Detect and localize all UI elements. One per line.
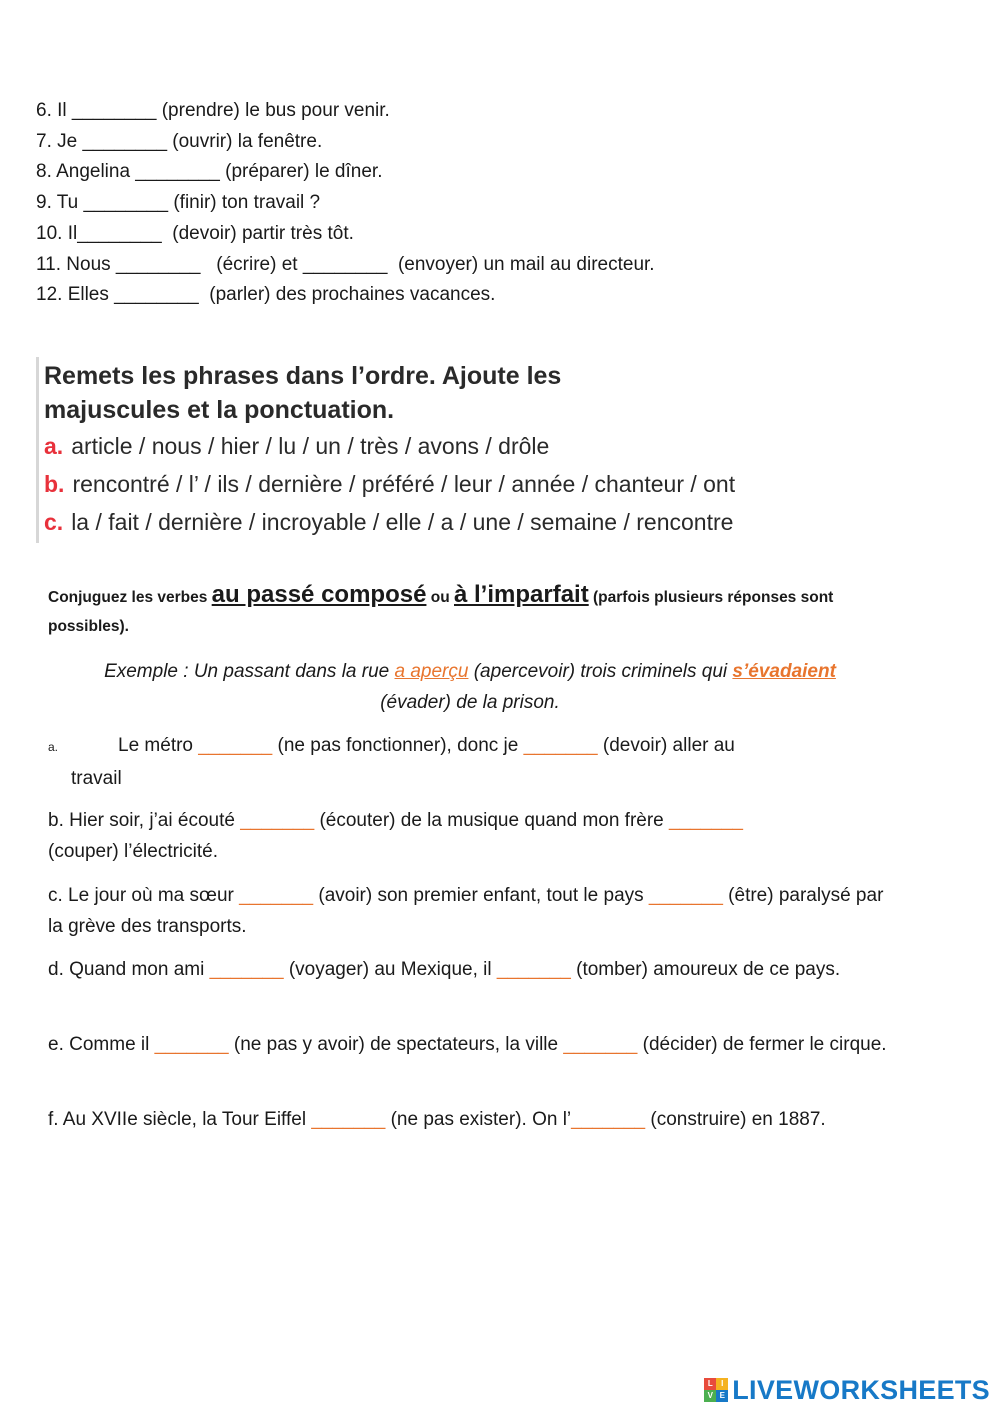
answer-blank[interactable]: _______ bbox=[198, 735, 273, 756]
question-b: b. Hier soir, j’ai écouté _______ (écouter) de la musique quand mon frère _______ (couper) l’électricité. bbox=[48, 810, 743, 862]
reorder-item-b: b. rencontré / l’ / ils / dernière / préféré / leur / année / chanteur / ont bbox=[44, 471, 736, 497]
conjugation-instructions: Conjuguez les verbes au passé composé ou à l’imparfait (parfois plusieurs réponses sont possibles). bbox=[48, 581, 834, 635]
answer-blank[interactable]: _______ bbox=[209, 959, 284, 980]
answer-blank[interactable]: _______ bbox=[154, 1034, 229, 1055]
reorder-item-a: a. article / nous / hier / lu / un / très / avons / drôle bbox=[44, 433, 550, 459]
answer-blank[interactable]: _______ bbox=[523, 735, 598, 756]
question-e: e. Comme il _______ (ne pas y avoir) de spectateurs, la ville _______ (décider) de fermer le cirque. bbox=[48, 1034, 887, 1055]
reorder-exercise bbox=[36, 355, 806, 545]
exercise-title: Remets les phrases dans l’ordre. Ajoute les majuscules et la ponctuation. bbox=[44, 362, 562, 424]
question-d: d. Quand mon ami _______ (voyager) au Mexique, il _______ (tomber) amoureux de ce pays. bbox=[48, 959, 841, 980]
answer-blank[interactable]: _______ bbox=[239, 885, 314, 906]
logo-text: LIVEWORKSHEETS bbox=[732, 1374, 990, 1405]
answer-blank[interactable]: _______ bbox=[648, 885, 723, 906]
logo-mark-icon: L I V E bbox=[704, 1378, 728, 1402]
example-sentence: Exemple : Un passant dans la rue a aperçu (apercevoir) trois criminels qui s’évadaient (évader) de la prison. bbox=[104, 661, 836, 713]
sentence-12: 12. Elles ________ (parler) des prochaines vacances. bbox=[36, 284, 496, 306]
liveworksheets-logo bbox=[704, 1375, 990, 1405]
answer-blank[interactable]: _______ bbox=[669, 810, 743, 831]
divider bbox=[36, 357, 39, 543]
sentence-7: 7. Je ________ (ouvrir) la fenêtre. bbox=[36, 130, 323, 152]
sentence-9: 9. Tu ________ (finir) ton travail ? bbox=[36, 192, 321, 214]
answer-blank[interactable]: _______ bbox=[563, 1034, 638, 1055]
sentence-10: 10. Il________ (devoir) partir très tôt. bbox=[36, 222, 354, 244]
answer-blank[interactable]: _______ bbox=[311, 1109, 386, 1130]
numbered-sentences bbox=[36, 96, 936, 311]
answer-blank[interactable]: _______ bbox=[240, 810, 315, 831]
question-a: a. Le métro _______ (ne pas fonctionner), donc je _______ (devoir) aller au travail bbox=[48, 735, 735, 789]
sentence-8: 8. Angelina ________ (préparer) le dîner. bbox=[36, 161, 383, 183]
question-f: f. Au XVIIe siècle, la Tour Eiffel _______ (ne pas exister). On l’_______ (construire) en 1887. bbox=[48, 1109, 826, 1130]
answer-blank[interactable]: _______ bbox=[571, 1109, 646, 1130]
sentence-6: 6. Il ________ (prendre) le bus pour venir. bbox=[36, 100, 390, 121]
answer-blank[interactable]: _______ bbox=[496, 959, 571, 980]
reorder-item-c: c. la / fait / dernière / incroyable / elle / a / une / semaine / rencontre bbox=[44, 509, 734, 535]
question-c: c. Le jour où ma sœur _______ (avoir) son premier enfant, tout le pays _______ (être) paralysé par la grève des transports. bbox=[48, 885, 884, 937]
sentence-11: 11. Nous ________ (écrire) et ________ (envoyer) un mail au directeur. bbox=[36, 253, 655, 275]
